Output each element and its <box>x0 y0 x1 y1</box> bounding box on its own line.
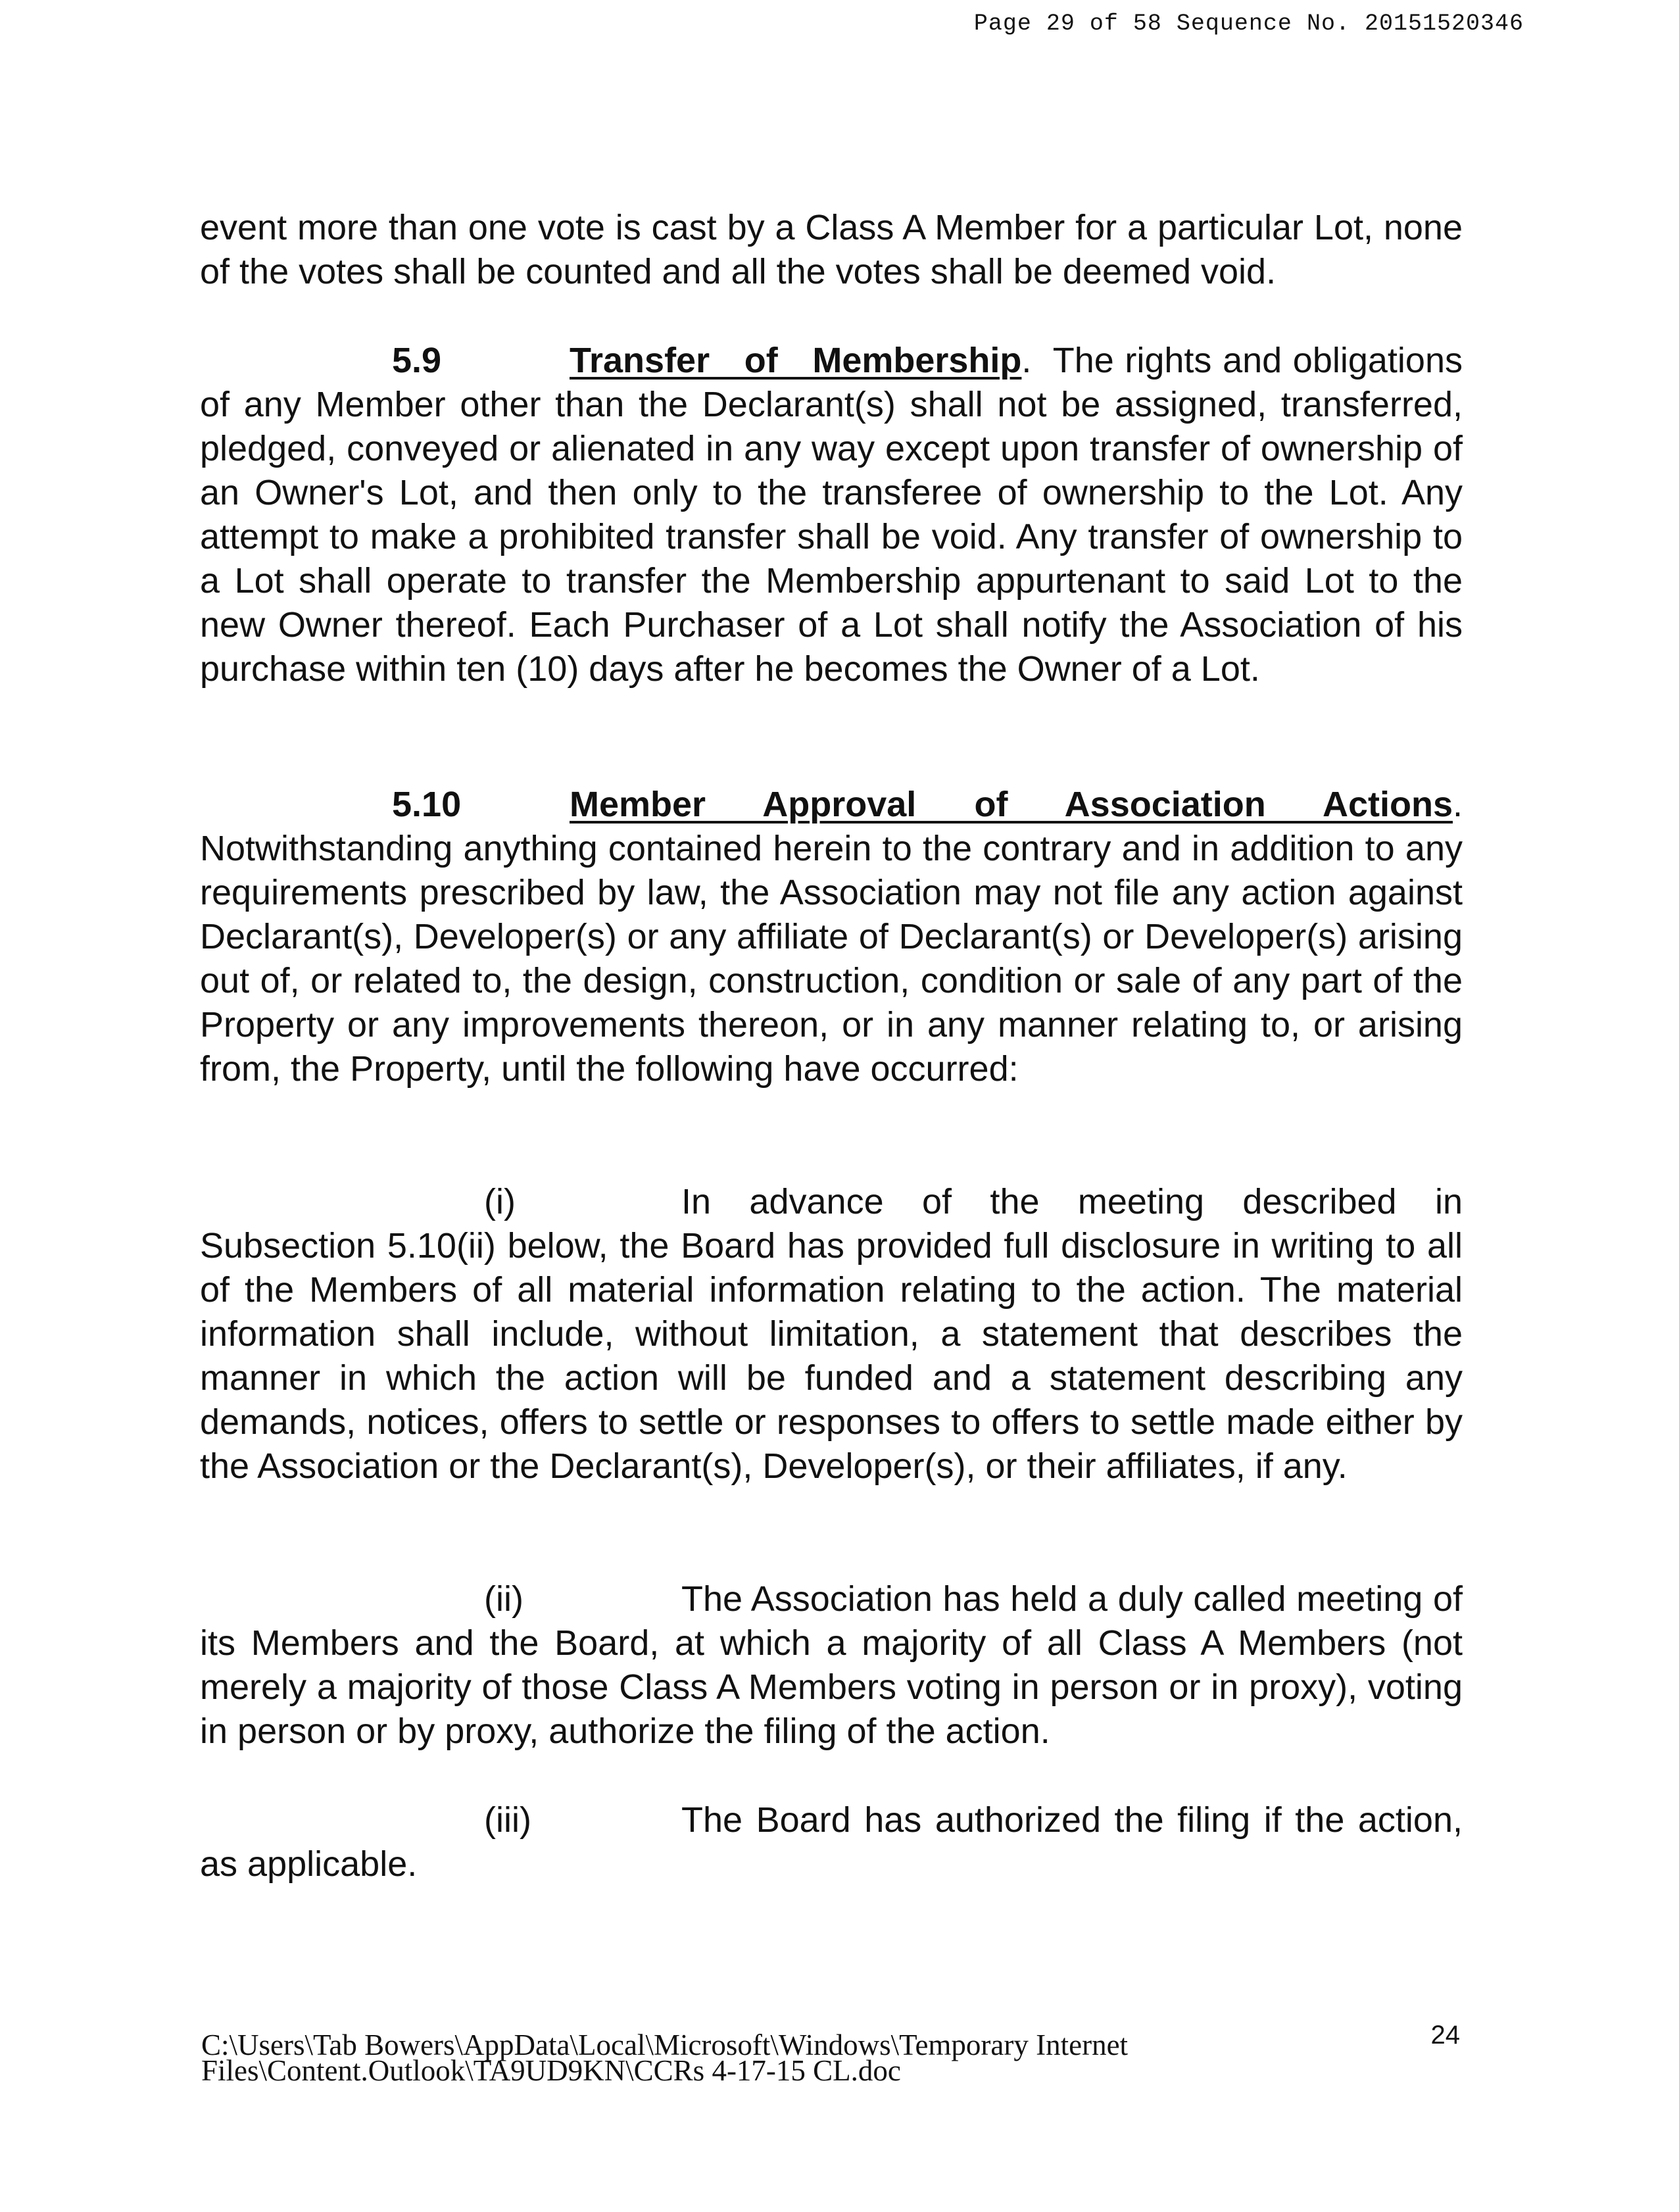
subsection-iii-body: The Board has authorized the filing if the action, as applicable. <box>200 1800 1463 1884</box>
file-path-line-2: Files\Content.Outlook\TA9UD9KN\CCRs 4-17-15 CL.doc <box>201 2054 901 2087</box>
section-5-9-title: Transfer of Membership <box>570 341 1022 380</box>
file-path-line-1: C:\Users\Tab Bowers\AppData\Local\Microsoft\Windows\Temporary Internet <box>201 2028 1129 2061</box>
section-5-10: 5.10 Member Approval of Association Actions. Notwithstanding anything contained herein to the contrary and in addition to any requirements prescribed by law, the Association may not file any action against Declarant(s), Developer(s) or any affiliate of Declarant(s) or Developer(s) arising out of, or related to, the design, construction, condition or sale of any part of the Property or any improvements thereon, or in any manner relating to, or arising from, the Property, until the following have occurred: <box>200 783 1463 1091</box>
subsection-iii <box>200 1798 1463 1886</box>
subsection-i-number: (i) <box>484 1182 516 1221</box>
section-5-9-number: 5.9 <box>392 341 442 380</box>
section-5-10-body: Notwithstanding anything contained herein to the contrary and in addition to any requirements prescribed by law, the Association may not file any action against Declarant(s), Developer(s) or any affiliate of Declarant(s) or Developer(s) arising out of, or related to, the design, construction, condition or sale of any part of the Property or any improvements thereon, or in any manner relating to, or arising from, the Property, until the following have occurred: <box>200 829 1463 1089</box>
paragraph-continuation: event more than one vote is cast by a Class A Member for a particular Lot, none of the votes shall be counted and all the votes shall be deemed void. <box>200 208 1463 291</box>
subsection-ii-number: (ii) <box>484 1579 523 1619</box>
subsection-i <box>200 1180 1463 1488</box>
subsection-ii <box>200 1577 1463 1754</box>
subsection-ii-body: The Association has held a duly called meeting of its Members and the Board, at which a majority of all Class A Members (not merely a majority of those Class A Members voting in person or in proxy), voting in person or by proxy, authorize the filing of the action. <box>200 1579 1463 1751</box>
subsection-i-body: In advance of the meeting described in Subsection 5.10(ii) below, the Board has provided full disclosure in writing to all of the Members of all material information relating to the action. The material information shall include, without limitation, a statement that describes the manner in which the action will be funded and a statement describing any demands, notices, offers to settle or responses to offers to settle made either by the Association or the Declarant(s), Developer(s), or their affiliates, if any. <box>200 1182 1463 1486</box>
subsection-iii-number: (iii) <box>484 1800 531 1840</box>
section-5-9-body: The rights and obligations of any Member other than the Declarant(s) shall not be assigned, transferred, pledged, conveyed or alienated in any way except upon transfer of ownership of an Owner's Lot, and then only to the transferee of ownership to the Lot. Any attempt to make a prohibited transfer shall be void. Any transfer of ownership to a Lot shall operate to transfer the Membership appurtenant to said Lot to the new Owner thereof. Each Purchaser of a Lot shall notify the Association of his purchase within ten (10) days after he becomes the Owner of a Lot. <box>200 341 1463 689</box>
section-5-9: 5.9 Transfer of Membership. The rights and obligations of any Member other than the Declarant(s) shall not be assigned, transferred, pledged, conveyed or alienated in any way except upon transfer of ownership of an Owner's Lot, and then only to the transferee of ownership to the Lot. Any attempt to make a prohibited transfer shall be void. Any transfer of ownership to a Lot shall operate to transfer the Membership appurtenant to said Lot to the new Owner thereof. Each Purchaser of a Lot shall notify the Association of his purchase within ten (10) days after he becomes the Owner of a Lot. <box>200 339 1463 691</box>
page-sequence-header: Page 29 of 58 Sequence No. 20151520346 <box>973 11 1524 37</box>
section-5-10-title: Member Approval of Association Actions <box>570 785 1453 824</box>
section-5-10-number: 5.10 <box>392 785 462 824</box>
page-number: 24 <box>1430 2021 1460 2050</box>
